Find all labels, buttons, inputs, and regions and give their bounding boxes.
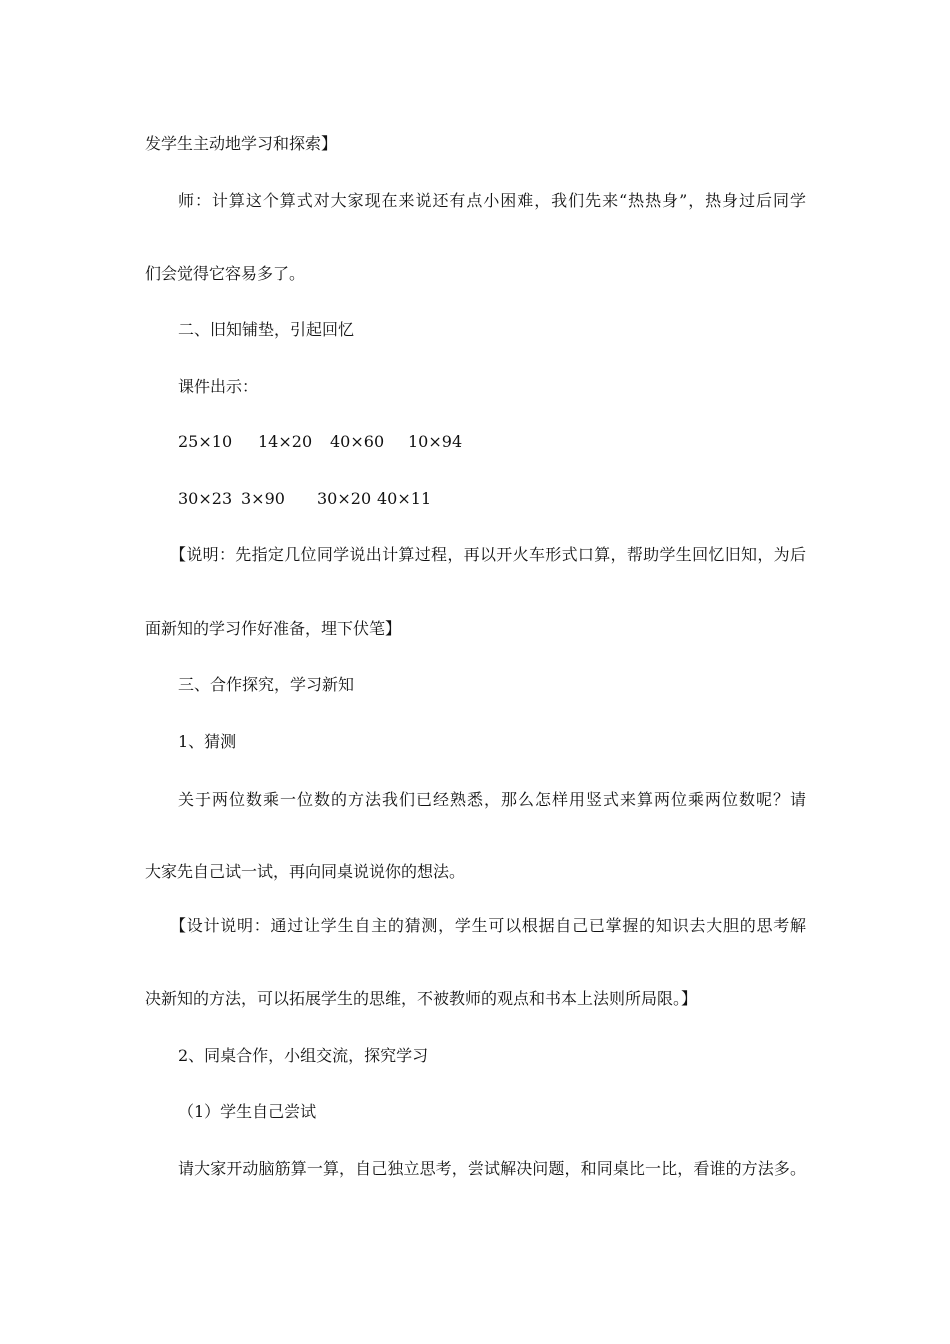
paragraph-line: 请大家开动脑筋算一算，自己独立思考，尝试解决问题，和同桌比一比，看谁的方法多。 (178, 1159, 806, 1178)
paragraph-line: 们会觉得它容易多了。 (145, 264, 306, 283)
section-heading: 二、旧知铺垫，引起回忆 (178, 320, 355, 339)
note-line: 决新知的方法，可以拓展学生的思维，不被教师的观点和书本上法则所局限。】 (145, 989, 698, 1008)
subsection-heading: 1、猜测 (178, 732, 237, 751)
calc-item: 30×20 (317, 489, 372, 508)
paragraph-line: 大家先自己试一试，再向同桌说说你的想法。 (145, 862, 466, 881)
subsection-heading: （1）学生自己尝试 (178, 1102, 317, 1121)
subsection-heading: 2、同桌合作，小组交流，探究学习 (178, 1046, 429, 1065)
calc-item: 30×23 (178, 489, 233, 508)
calc-item: 10×94 (408, 432, 463, 451)
section-heading: 三、合作探究，学习新知 (178, 675, 355, 694)
calc-item: 40×60 (330, 432, 385, 451)
paragraph-line: 发学生主动地学习和探索】 (145, 134, 338, 153)
calc-item: 3×90 (241, 489, 285, 508)
paragraph-line: 师：计算这个算式对大家现在来说还有点小困难，我们先来“热热身”，热身过后同学 (178, 191, 806, 210)
paragraph-line: 课件出示： (178, 377, 259, 396)
note-line: 【说明：先指定几位同学说出计算过程，再以开火车形式口算，帮助学生回忆旧知，为后 (170, 545, 806, 564)
note-line: 面新知的学习作好准备，埋下伏笔】 (145, 619, 402, 638)
calc-item: 40×11 (377, 489, 432, 508)
calc-item: 14×20 (258, 432, 313, 451)
calc-item: 25×10 (178, 432, 233, 451)
note-line: 【设计说明：通过让学生自主的猜测，学生可以根据自己已掌握的知识去大胆的思考解 (170, 916, 806, 935)
paragraph-line: 关于两位数乘一位数的方法我们已经熟悉，那么怎样用竖式来算两位乘两位数呢？请 (178, 790, 806, 809)
